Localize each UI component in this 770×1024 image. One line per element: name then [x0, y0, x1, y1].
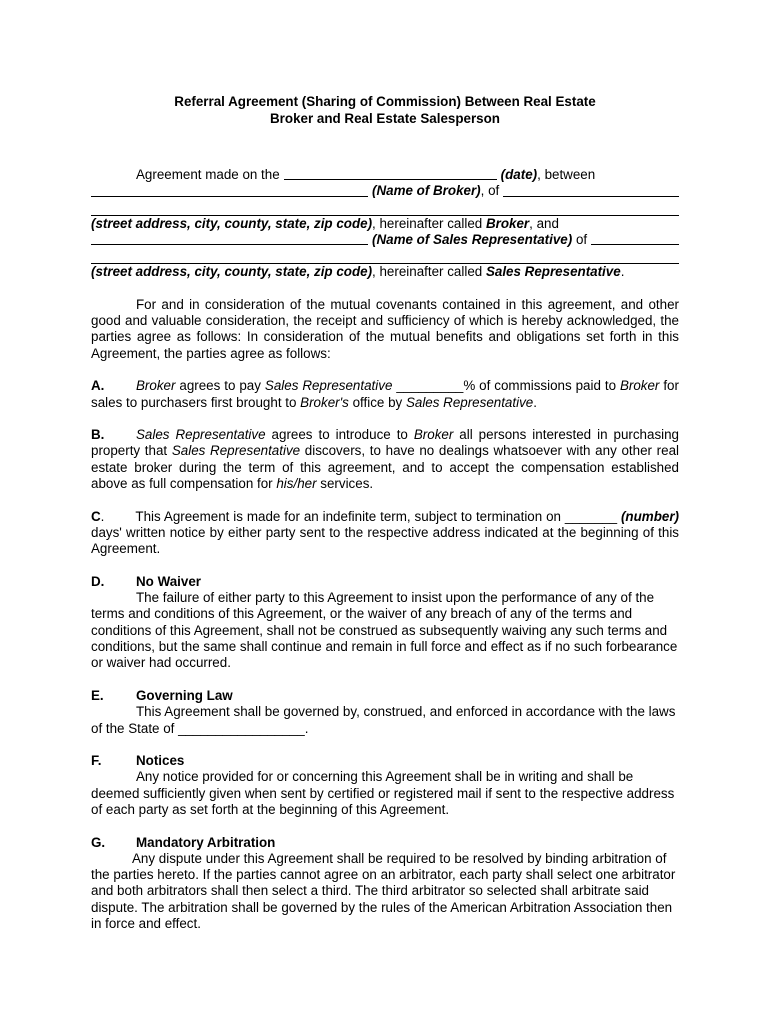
section-a-text-5: .: [533, 394, 537, 410]
section-d-letter: D.: [91, 573, 105, 589]
section-c-text-1: . This Agreement is made for an indefinite term, subject to termination on _______: [100, 508, 621, 524]
section-a-text-3: for sales to purchasers first brought to: [91, 378, 679, 410]
broker-address-blank-2: [91, 200, 679, 216]
broker-address-blank-1: [503, 184, 679, 197]
section-b-text-2: all persons interested in purchasing property that: [91, 427, 680, 459]
section-a-sales-rep: Sales Representative: [264, 378, 393, 394]
consideration-paragraph: For and in consideration of the mutual covenants contained in this agreement, and other good and valuable consideration, the receipt and sufficiency of which is hereby acknowledged, the parties agree as follows: In consideration of the mutual benefits and obligations set forth in this Agreement, the parties agree as follows:: [91, 296, 679, 361]
section-a-broker: Broker: [136, 378, 176, 394]
section-a-text-2: _________% of commissions paid to: [392, 378, 620, 394]
intro-between: , between: [537, 167, 596, 182]
section-c-text-2: days' written notice by either party sent to the respective address indicated at the beginning of this Agreement.: [91, 524, 679, 557]
section-b-letter: B.: [91, 427, 105, 443]
date-blank: [284, 167, 497, 180]
sales-rep-address-blank-1: [591, 232, 679, 245]
name-of-sales-rep-label: (Name of Sales Representative): [372, 231, 573, 247]
intro-of-2: of: [575, 231, 588, 247]
section-a-sales-rep-2: Sales Representative: [405, 394, 534, 410]
section-a-broker-2: Broker: [619, 378, 660, 394]
section-a-text-1: agrees to pay: [175, 378, 265, 394]
section-e-body: This Agreement shall be governed by, construed, and enforced in accordance with the laws of the State of _________________.: [91, 704, 676, 736]
document-page: [91, 94, 679, 932]
street-address-label: (street address, city, county, state, zip code): [91, 215, 373, 231]
street-address-label-2: (street address, city, county, state, zip code): [91, 264, 373, 280]
section-b-text-4: services.: [316, 476, 374, 492]
intro-period: .: [620, 264, 625, 280]
section-e-letter: E.: [91, 687, 104, 703]
section-b: [91, 427, 679, 492]
section-b-text-3: discovers, to have no dealings whatsoever with any other real estate broker during the term of this agreement, and to accept the compensation established above as full compensation for: [91, 443, 679, 492]
broker-name-blank: [91, 184, 368, 197]
section-b-text-1: agrees to introduce to: [265, 427, 414, 443]
section-g-title: Mandatory Arbitration: [136, 834, 276, 850]
sales-rep-name-blank: [91, 232, 368, 245]
section-b-sales-rep: Sales Representative: [136, 427, 266, 443]
sales-rep-address-blank-2: [91, 248, 679, 264]
section-d-body: The failure of either party to this Agreement to insist upon the performance of any of the terms and conditions of this Agreement, or the waiver of any breach of any of the terms and conditions of this Agreement, shall not be construed as subsequently waiving any such terms and conditions, but the same shall continue and remain in full force and effect as if no such forbearance or waiver had occurred.: [91, 590, 678, 671]
section-a: [91, 378, 679, 411]
intro-of: , of: [480, 183, 500, 199]
name-of-broker-label: (Name of Broker): [372, 183, 481, 199]
intro-hereinafter-2: , hereinafter called: [372, 264, 483, 280]
sales-rep-term: Sales Representative: [485, 264, 621, 280]
document-title-line-1: Referral Agreement (Sharing of Commission) Between Real Estate: [174, 94, 596, 109]
section-d-heading: [91, 574, 679, 590]
section-f-heading: [91, 753, 679, 769]
section-c: [91, 509, 679, 558]
section-a-text-4: office by: [348, 394, 406, 410]
section-a-brokers: Broker's: [300, 394, 349, 410]
section-g-letter: G.: [91, 834, 106, 850]
broker-term: Broker: [485, 215, 530, 231]
section-a-letter: A.: [91, 378, 105, 394]
intro-block: [91, 167, 679, 280]
section-e-heading: [91, 688, 679, 704]
section-b-broker: Broker: [413, 427, 454, 443]
section-g-heading: [91, 835, 679, 851]
section-c-letter: C: [91, 508, 101, 524]
intro-and: , and: [529, 215, 559, 231]
section-f-letter: F.: [91, 753, 102, 769]
section-e-title: Governing Law: [136, 687, 233, 703]
document-title-line-2: Broker and Real Estate Salesperson: [270, 110, 500, 126]
section-f-title: Notices: [136, 753, 185, 769]
intro-agreement-made: Agreement made on the: [136, 167, 280, 182]
date-label: (date): [500, 167, 538, 182]
section-c-number: (number): [620, 508, 679, 524]
intro-hereinafter: , hereinafter called: [372, 215, 483, 231]
section-b-sales-rep-2: Sales Representative: [171, 443, 301, 459]
section-d-title: No Waiver: [136, 573, 201, 589]
section-b-hisher: his/her: [276, 476, 317, 492]
section-f-body: Any notice provided for or concerning this Agreement shall be in writing and shall be deemed sufficiently given when sent by certified or registered mail if sent to the respective address of each party as set forth at the beginning of this Agreement.: [91, 769, 675, 817]
section-g-body: Any dispute under this Agreement shall be required to be resolved by binding arbitration of the parties hereto. If the parties cannot agree on an arbitrator, each party shall select one arbitrator and both arbitrators shall then select a third. The third arbitrator so selected shall arbitrate said dispute. The arbitration shall be governed by the rules of the American Arbitration Association then in force and effect.: [91, 850, 676, 932]
